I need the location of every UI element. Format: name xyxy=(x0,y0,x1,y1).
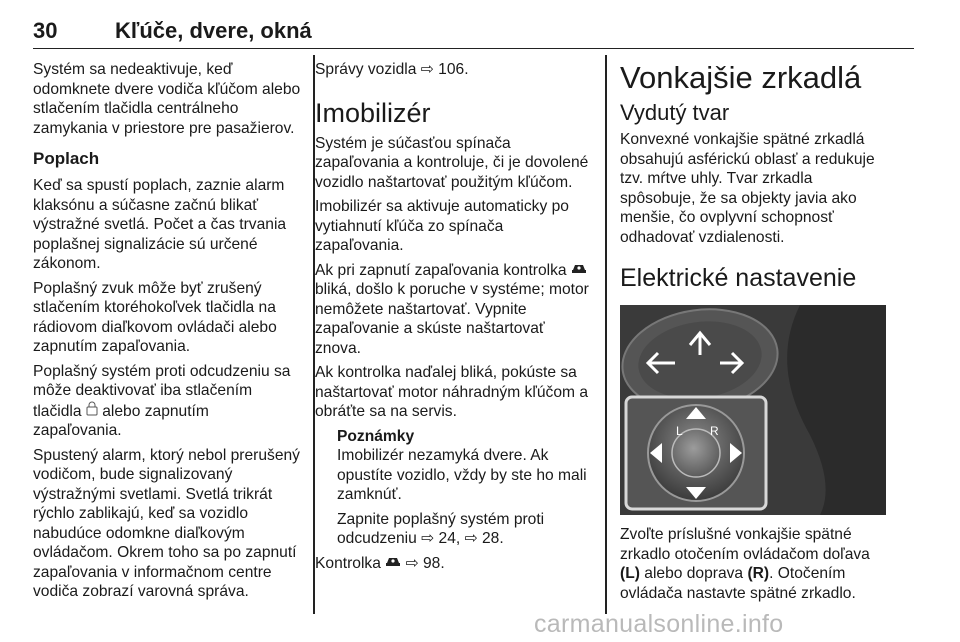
paragraph xyxy=(620,525,892,603)
page-ref-arrow-icon: ⇨ xyxy=(464,530,478,547)
paragraph: Poplašný zvuk môže byť zrušený stlačením ktoréhokoľvek tlačidla na rádiovom diaľkovom ovládači alebo zapnutím zapaľovania. xyxy=(33,279,277,355)
note-title: Poznámky xyxy=(337,427,415,445)
heading-electric: Elektrické nastavenie xyxy=(620,264,857,292)
text: Správy vozidla xyxy=(315,61,417,78)
car-key-indicator-icon xyxy=(385,554,401,574)
paragraph: Systém sa nedeaktivuje, keď odomknete dvere vodiča kľúčom alebo stlačením tlačidla centrálneho zamykania v priestore pre pasažierov. xyxy=(33,61,301,137)
text: alebo doprava xyxy=(644,565,744,582)
paragraph: Ak kontrolka naďalej bliká, pokúste sa naštartovať motor náhradným kľúčom a obráťte sa na servis. xyxy=(315,364,589,420)
mirror-control-illustration xyxy=(620,305,886,515)
illus-label-l: L xyxy=(676,424,683,438)
text: Zapnite poplašný systém proti odcudzeniu xyxy=(337,510,545,547)
paragraph xyxy=(315,261,593,359)
heading-convex: Vydutý tvar xyxy=(620,100,730,125)
text: bliká, došlo k poruche v systéme; motor nemôžete naštartovať. Vypnite zapaľovanie a skúste naštartovať znova. xyxy=(315,281,589,357)
paragraph xyxy=(33,362,301,441)
page-ref[interactable]: 98. xyxy=(423,554,445,572)
paragraph xyxy=(315,554,593,574)
label-left: (L) xyxy=(620,565,640,582)
text: alebo zapnutím zapaľovania. xyxy=(33,402,209,439)
column-divider xyxy=(605,55,607,614)
heading-alarm: Poplach xyxy=(33,149,100,168)
page-ref-arrow-icon: ⇨ xyxy=(420,61,434,78)
page-ref[interactable]: 28. xyxy=(482,530,504,547)
column-3 xyxy=(620,60,892,608)
text: Poplašný systém proti odcudzeniu sa môže deaktivovať iba stlačením tlačidla xyxy=(33,362,291,420)
watermark: carmanualsonline.info xyxy=(534,610,784,638)
label-right: (R) xyxy=(747,565,770,582)
section-title: Vonkajšie zrkadlá xyxy=(620,60,862,95)
note-paragraph: Imobilizér nezamyká dvere. Ak opustíte vozidlo, vždy by ste ho mali zamknúť. xyxy=(337,447,587,503)
paragraph xyxy=(315,60,593,80)
note-box xyxy=(337,427,593,549)
page-number: 30 xyxy=(33,18,58,43)
page-ref-arrow-icon: ⇨ xyxy=(405,554,419,572)
paragraph: Systém je súčasťou spínača zapaľovania a kontroluje, či je dovolené vozidlo naštartovať použitým kľúčom. xyxy=(315,134,589,191)
paragraph: Keď sa spustí poplach, zaznie alarm klaksónu a súčasne začnú blikať výstražné svetlá. Počet a čas trvania poplašnej signalizácie sú určené zákonom. xyxy=(33,177,287,272)
paragraph: Imobilizér sa aktivuje automaticky po vytiahnutí kľúča zo spínača zapaľovania. xyxy=(315,198,569,254)
illus-label-r: R xyxy=(710,424,719,438)
car-key-indicator-icon xyxy=(571,261,587,281)
chapter-title: Kľúče, dvere, okná xyxy=(115,18,312,43)
text: Zvoľte príslušné vonkajšie spätné zrkadlo otočením ovládačom doľava xyxy=(620,526,870,563)
text: Kontrolka xyxy=(315,554,381,572)
column-1 xyxy=(33,60,301,607)
text: Ak pri zapnutí zapaľovania kontrolka xyxy=(315,261,567,279)
text: . Otočením ovládača nastavte spätné zrkadlo. xyxy=(620,565,856,602)
column-2 xyxy=(315,60,593,578)
paragraph: Konvexné vonkajšie spätné zrkadlá obsahujú asférickú oblasť a redukuje tzv. mŕtve uhly. Tvar zrkadla spôsobuje, že sa objekty javia ako menšie, čo ovplyvní schopnosť odhadovať vzdialenosti. xyxy=(620,131,875,246)
page-ref[interactable]: 106. xyxy=(438,61,469,78)
page-header xyxy=(33,14,914,49)
lock-button-icon xyxy=(86,401,98,422)
heading-immobilizer: Imobilizér xyxy=(315,97,431,128)
paragraph: Spustený alarm, ktorý nebol prerušený vodičom, bude signalizovaný výstražnými svetlami. Svetlá trikrát rýchlo zablikajú, keď sa vozidlo nabudúce odomkne diaľkovým ovládačom. Okrem toho sa po zapnutí zapaľovania v informačnom centre vodiča zobrazí varovná správa. xyxy=(33,446,300,600)
note-paragraph xyxy=(337,510,593,549)
page-ref[interactable]: 24, xyxy=(438,530,461,547)
page-ref-arrow-icon: ⇨ xyxy=(421,530,435,547)
